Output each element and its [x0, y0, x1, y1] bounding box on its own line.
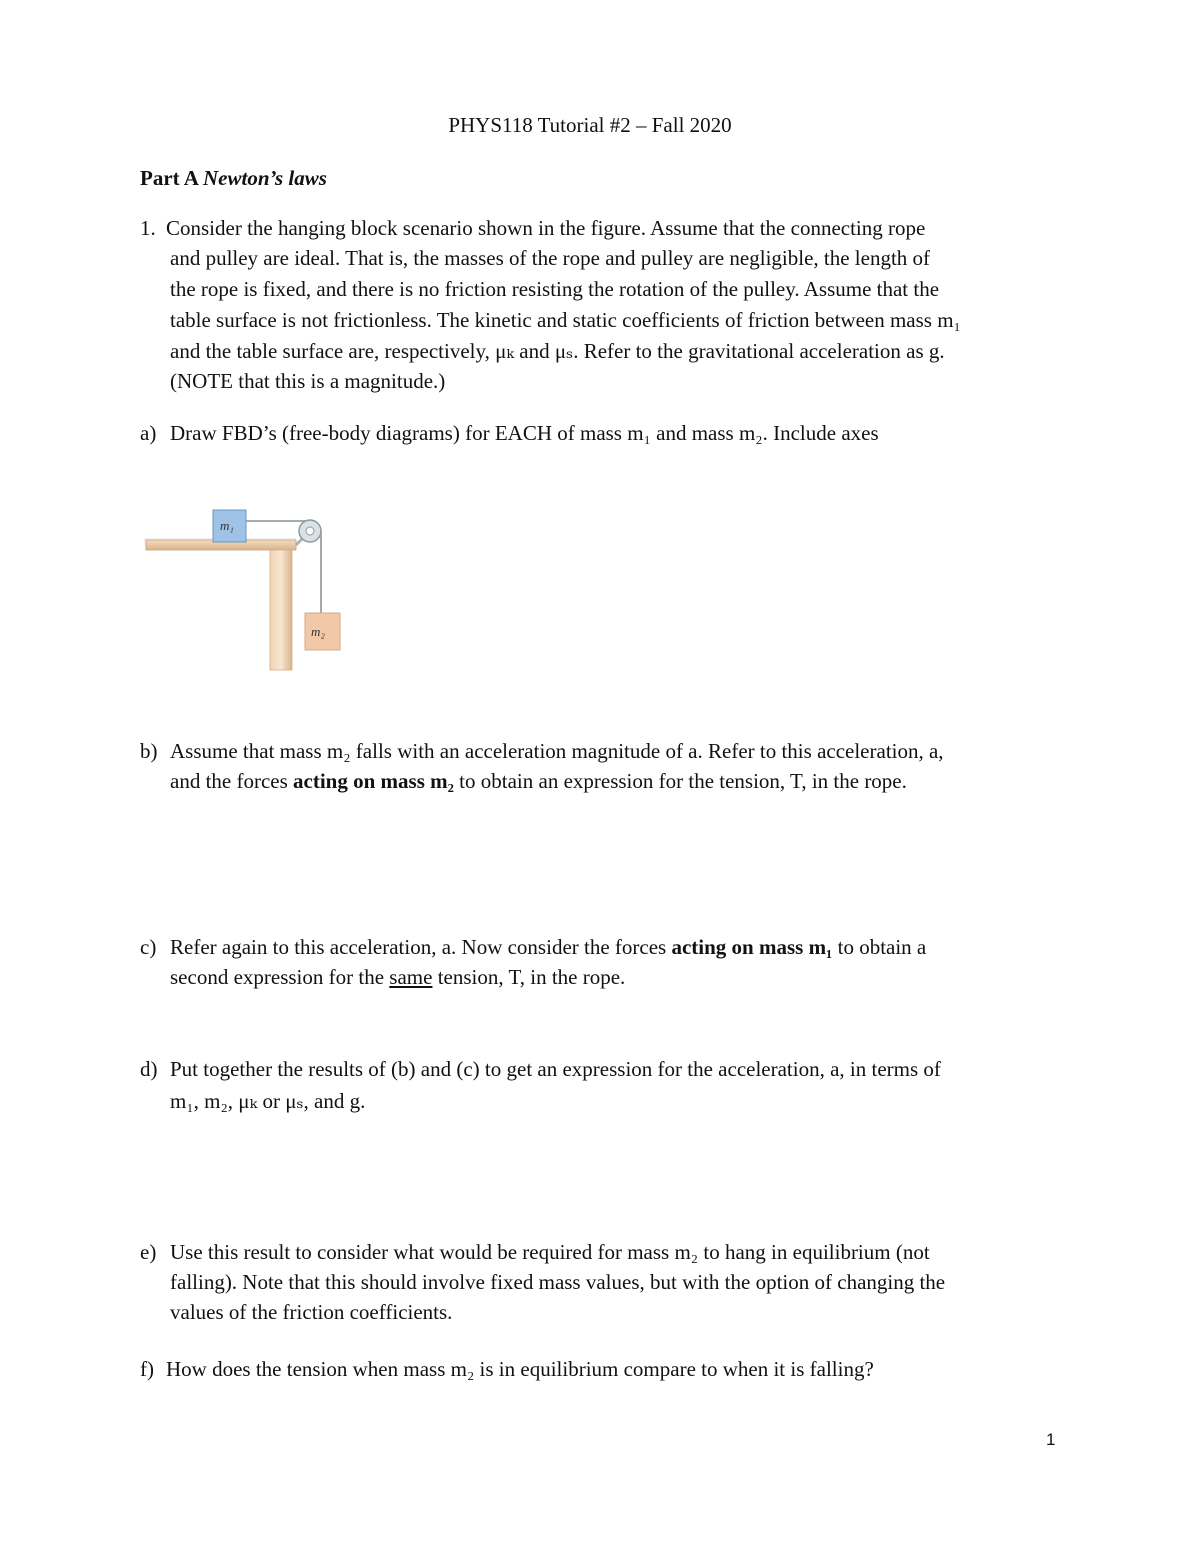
question-1-line-4: table surface is not frictionless. The kinetic and static coefficients of friction between mass m₁: [170, 308, 961, 332]
question-1-line-3: the rope is fixed, and there is no friction resisting the rotation of the pulley. Assume that the: [170, 277, 940, 301]
block-m1-label: m₁: [220, 518, 234, 533]
part-topic: Newton’s laws: [203, 166, 327, 190]
question-c-label: c): [140, 935, 157, 959]
question-b-line-2-post: to obtain an expression for the tension, T, in the rope.: [453, 769, 907, 793]
question-1-line-5: and the table surface are, respectively, μₖ and μₛ. Refer to the gravitational acceleration as g.: [170, 339, 945, 363]
question-d-line-2: m₁, m₂, μₖ or μₛ, and g.: [170, 1089, 366, 1113]
question-1-line-6: (NOTE that this is a magnitude.): [170, 369, 446, 393]
question-c-line-1-pre: Refer again to this acceleration, a. Now consider the forces: [170, 935, 672, 959]
question-e-line-3: values of the friction coefficients.: [170, 1300, 453, 1324]
question-a-text: Draw FBD’s (free-body diagrams) for EACH of mass m₁ and mass m₂. Include axes: [170, 421, 879, 445]
question-f-text: How does the tension when mass m₂ is in equilibrium compare to when it is falling?: [166, 1357, 874, 1381]
question-c-line-1: [170, 932, 926, 963]
question-b-label: b): [140, 739, 158, 763]
question-1-line-1: Consider the hanging block scenario shown in the figure. Assume that the connecting rope: [166, 216, 926, 240]
part-label: Part A: [140, 166, 198, 190]
page-title: PHYS118 Tutorial #2 – Fall 2020: [448, 113, 732, 137]
table-leg: [270, 550, 292, 670]
part-heading: [140, 163, 327, 194]
question-d-label: d): [140, 1057, 158, 1081]
page-number: 1: [1046, 1430, 1056, 1449]
question-b-line-2-bold: acting on mass m₂: [293, 769, 454, 793]
question-c-line-1-post: to obtain a: [832, 935, 927, 959]
question-1-number: 1.: [140, 216, 156, 240]
question-b-line-2: [170, 766, 907, 797]
question-b-line-1: Assume that mass m₂ falls with an acceleration magnitude of a. Refer to this acceleration, a,: [170, 739, 944, 763]
question-a-label: a): [140, 421, 157, 445]
pulley-figure: [140, 500, 360, 675]
question-e-line-2: falling). Note that this should involve fixed mass values, but with the option of changing the: [170, 1270, 946, 1294]
question-c-line-1-bold: acting on mass m₁: [671, 935, 833, 959]
question-f-label: f): [140, 1357, 154, 1381]
question-b-line-2-pre: and the forces: [170, 769, 294, 793]
question-c-line-2-underline: same: [389, 965, 433, 989]
question-c-line-2: [170, 962, 625, 993]
question-1-line-2: and pulley are ideal. That is, the masses of the rope and pulley are negligible, the length of: [170, 246, 931, 270]
question-e-line-1: Use this result to consider what would be required for mass m₂ to hang in equilibrium (not: [170, 1240, 930, 1264]
block-m2-label: m₂: [311, 624, 325, 639]
question-c-line-2-post: tension, T, in the rope.: [432, 965, 626, 989]
question-c-line-2-pre: second expression for the: [170, 965, 390, 989]
question-d-line-1: Put together the results of (b) and (c) to get an expression for the acceleration, a, in terms of: [170, 1057, 941, 1081]
question-e-label: e): [140, 1240, 157, 1264]
